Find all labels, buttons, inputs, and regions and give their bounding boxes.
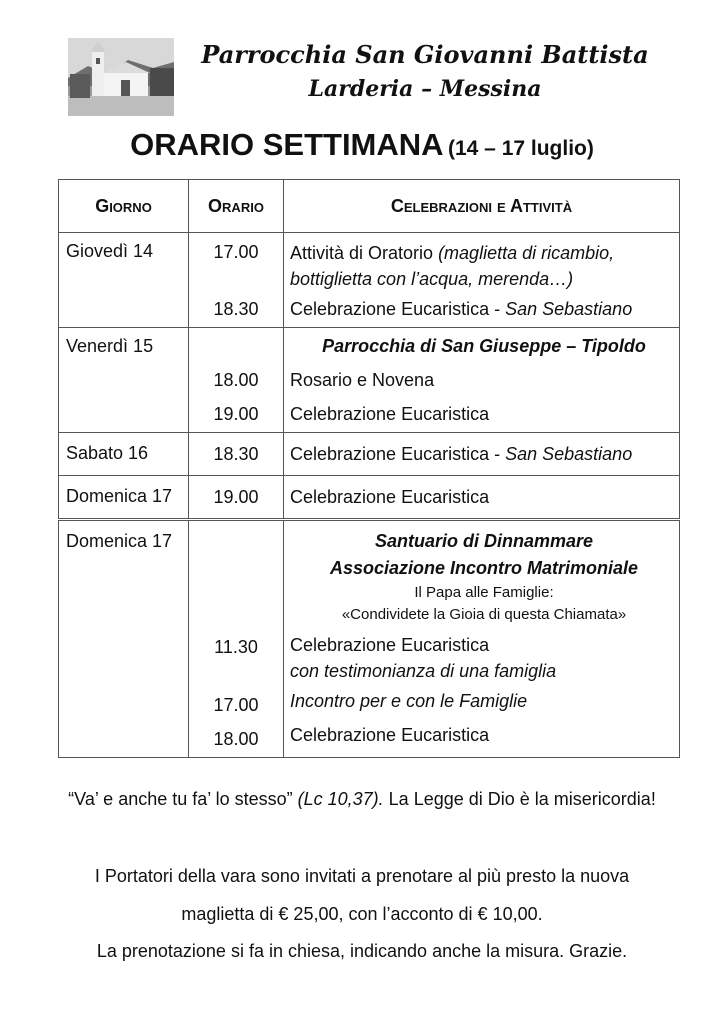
title-main: ORARIO SETTIMANA [130,127,444,162]
title-dates: (14 – 17 luglio) [448,137,594,160]
notice-line: La prenotazione si fa in chiesa, indicando anche la misura. Grazie. [96,941,628,961]
header-activity: Celebrazioni e Attività [284,180,680,233]
church-photo [68,38,174,116]
activity-cell: Attività di Oratorio (maglietta di ricambio, bottiglietta con l’acqua, merenda…) Celebrazione Eucaristica - San Sebastiano [284,233,680,328]
header-day: Giorno [59,180,189,233]
scripture-quote: “Va’ e anche tu fa’ lo stesso” (Lc 10,37). La Legge di Dio è la misericordia! [68,789,656,809]
table-header-row [59,180,680,233]
time-cell: 17.00 18.30 [189,233,284,328]
table-row [59,520,680,758]
parish-place: Larderia – Messina [308,76,542,102]
day-cell: Domenica 17 [59,520,189,758]
time-cell: 19.00 [189,476,284,520]
parish-name: Parrocchia San Giovanni Battista [201,40,649,69]
notice-line: maglietta di € 25,00, con l’acconto di € 10,00. [181,904,543,924]
table-row [59,433,680,476]
day-cell: Giovedì 14 [59,233,189,328]
page-title [0,127,724,163]
schedule-table [58,179,680,758]
table-row [59,328,680,433]
activity-cell: Celebrazione Eucaristica [284,476,680,520]
day-cell: Domenica 17 [59,476,189,520]
time-cell: 11.30 17.00 18.00 [189,520,284,758]
time-cell: 18.30 [189,433,284,476]
day-cell: Sabato 16 [59,433,189,476]
time-cell: 18.00 19.00 [189,328,284,433]
activity-cell: Celebrazione Eucaristica - San Sebastiano [284,433,680,476]
day-cell: Venerdì 15 [59,328,189,433]
venue-label: Santuario di Dinnammare [374,531,594,551]
venue-label: Parrocchia di San Giuseppe – Tipoldo [322,336,646,356]
activity-cell: Santuario di Dinnammare Associazione Incontro Matrimoniale Il Papa alle Famiglie: «Condividete la Gioia di questa Chiamata» Celebrazione Eucaristica con testimonianza di una famiglia Incontro per e con le Famiglie Celebrazione Eucaristica [284,520,680,758]
table-row [59,233,680,328]
header-time: Orario [189,180,284,233]
venue-label: Associazione Incontro Matrimoniale [329,558,639,578]
table-row [59,476,680,520]
activity-cell: Parrocchia di San Giuseppe – Tipoldo Rosario e Novena Celebrazione Eucaristica [284,328,680,433]
notice-line: I Portatori della vara sono invitati a prenotare al più presto la nuova [94,866,630,886]
